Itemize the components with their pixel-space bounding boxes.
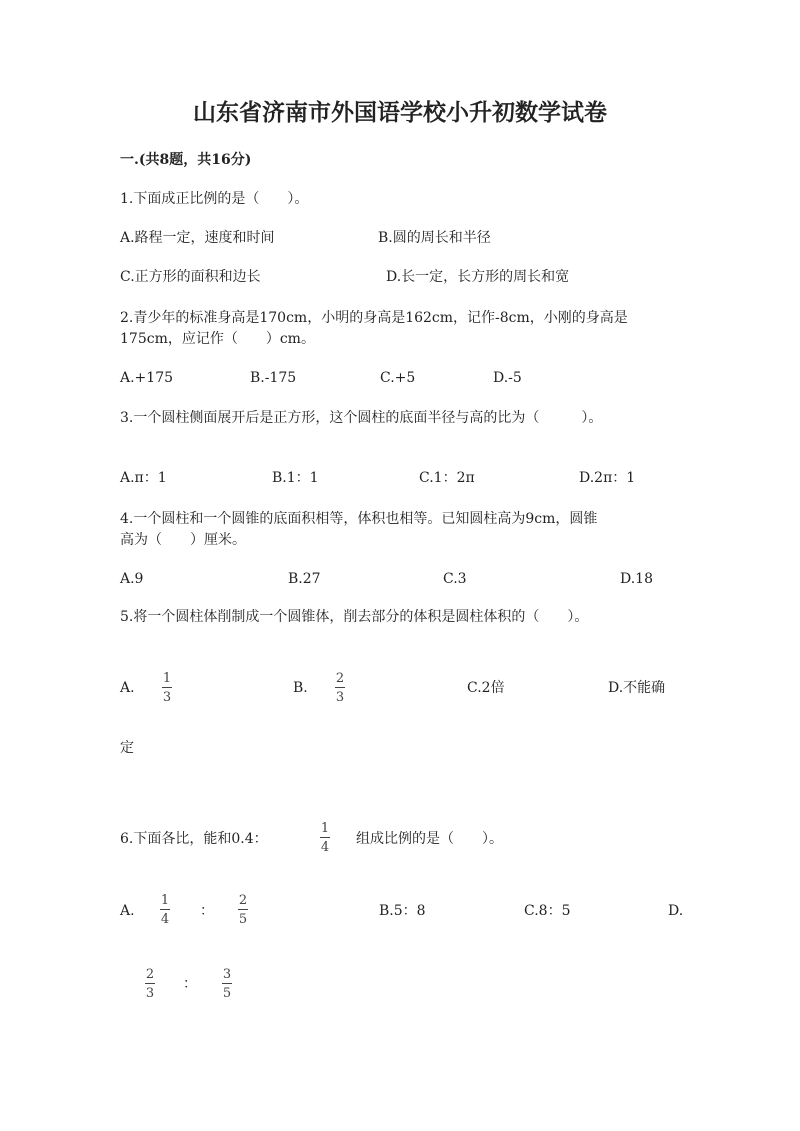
section-heading: 一.(共8题，共16分) [120, 152, 252, 168]
question-1-option-c: C.正方形的面积和边长 [120, 269, 261, 285]
fraction-numerator: 2 [335, 671, 345, 686]
question-3-option-d: D.2π：1 [579, 470, 636, 486]
fraction-denominator: 3 [335, 690, 345, 705]
question-4-option-b: B.27 [288, 571, 321, 587]
question-6-option-d-fraction-1 [145, 967, 155, 1001]
fraction-denominator: 3 [145, 986, 155, 1001]
question-5-stem: 5.将一个圆柱体削制成一个圆锥体，削去部分的体积是圆柱体积的（ ）。 [120, 609, 589, 625]
question-2-option-b: B.-175 [250, 370, 297, 386]
question-3-option-b: B.1：1 [272, 470, 319, 486]
fraction-numerator: 1 [160, 893, 170, 908]
question-5-option-d-line1: D.不能确 [608, 680, 666, 696]
question-1-option-a: A.路程一定，速度和时间 [120, 230, 275, 246]
question-6-stem-prefix: 6.下面各比，能和0.4： [120, 831, 268, 847]
question-6-option-a-label: A. [120, 903, 135, 919]
fraction-bar [145, 983, 155, 984]
question-6-option-d-colon: ： [183, 976, 197, 992]
question-1-stem: 1.下面成正比例的是（ ）。 [120, 191, 309, 207]
question-6-option-c: C.8：5 [524, 903, 571, 919]
question-2-option-d: D.-5 [493, 370, 522, 386]
question-5-option-a-fraction [162, 671, 172, 705]
fraction-numerator: 2 [145, 967, 155, 982]
fraction-bar [320, 837, 330, 838]
question-6-stem-fraction [320, 821, 330, 855]
fraction-numerator: 1 [162, 671, 172, 686]
question-6-option-d-fraction-2 [222, 967, 232, 1001]
question-6-option-d-label: D. [668, 903, 684, 919]
fraction-numerator: 3 [222, 967, 232, 982]
question-2-stem-line2: 175cm，应记作（ ）cm。 [120, 331, 315, 347]
question-6-option-b: B.5：8 [379, 903, 426, 919]
question-5-option-b-fraction [335, 671, 345, 705]
fraction-numerator: 2 [238, 893, 248, 908]
question-2-option-a: A.+175 [120, 370, 174, 386]
question-5-option-c: C.2倍 [467, 680, 505, 696]
question-3-option-a: A.π：1 [120, 470, 167, 486]
question-3-option-c: C.1：2π [419, 470, 475, 486]
question-3-stem: 3.一个圆柱侧面展开后是正方形，这个圆柱的底面半径与高的比为（ ）。 [120, 410, 603, 426]
question-5-option-a-label: A. [120, 680, 135, 696]
question-2-option-c: C.+5 [380, 370, 416, 386]
question-4-option-a: A.9 [120, 571, 144, 587]
fraction-denominator: 4 [320, 840, 330, 855]
fraction-bar [238, 909, 248, 910]
question-1-option-d: D.长一定，长方形的周长和宽 [386, 269, 570, 285]
question-4-stem-line1: 4.一个圆柱和一个圆锥的底面积相等，体积也相等。已知圆柱高为9cm，圆锥 [120, 511, 598, 527]
question-6-option-a-fraction-2 [238, 893, 248, 927]
question-5-option-d-line2: 定 [120, 740, 134, 756]
question-2-stem-line1: 2.青少年的标准身高是170cm，小明的身高是162cm，记作-8cm，小刚的身高是 [120, 310, 628, 326]
question-6-option-a-fraction-1 [160, 893, 170, 927]
question-1-option-b: B.圆的周长和半径 [378, 230, 491, 246]
fraction-numerator: 1 [320, 821, 330, 836]
fraction-denominator: 4 [160, 912, 170, 927]
exam-title: 山东省济南市外国语学校小升初数学试卷 [193, 99, 607, 126]
question-6-stem-suffix: 组成比例的是（ ）。 [356, 831, 503, 847]
fraction-denominator: 3 [162, 690, 172, 705]
fraction-denominator: 5 [238, 912, 248, 927]
fraction-bar [160, 909, 170, 910]
question-4-option-c: C.3 [443, 571, 467, 587]
question-4-stem-line2: 高为（ ）厘米。 [120, 532, 246, 548]
fraction-bar [222, 983, 232, 984]
question-6-option-a-colon: ： [200, 903, 214, 919]
fraction-bar [335, 687, 345, 688]
fraction-denominator: 5 [222, 986, 232, 1001]
fraction-bar [162, 687, 172, 688]
question-5-option-b-label: B. [293, 680, 308, 696]
question-4-option-d: D.18 [620, 571, 653, 587]
